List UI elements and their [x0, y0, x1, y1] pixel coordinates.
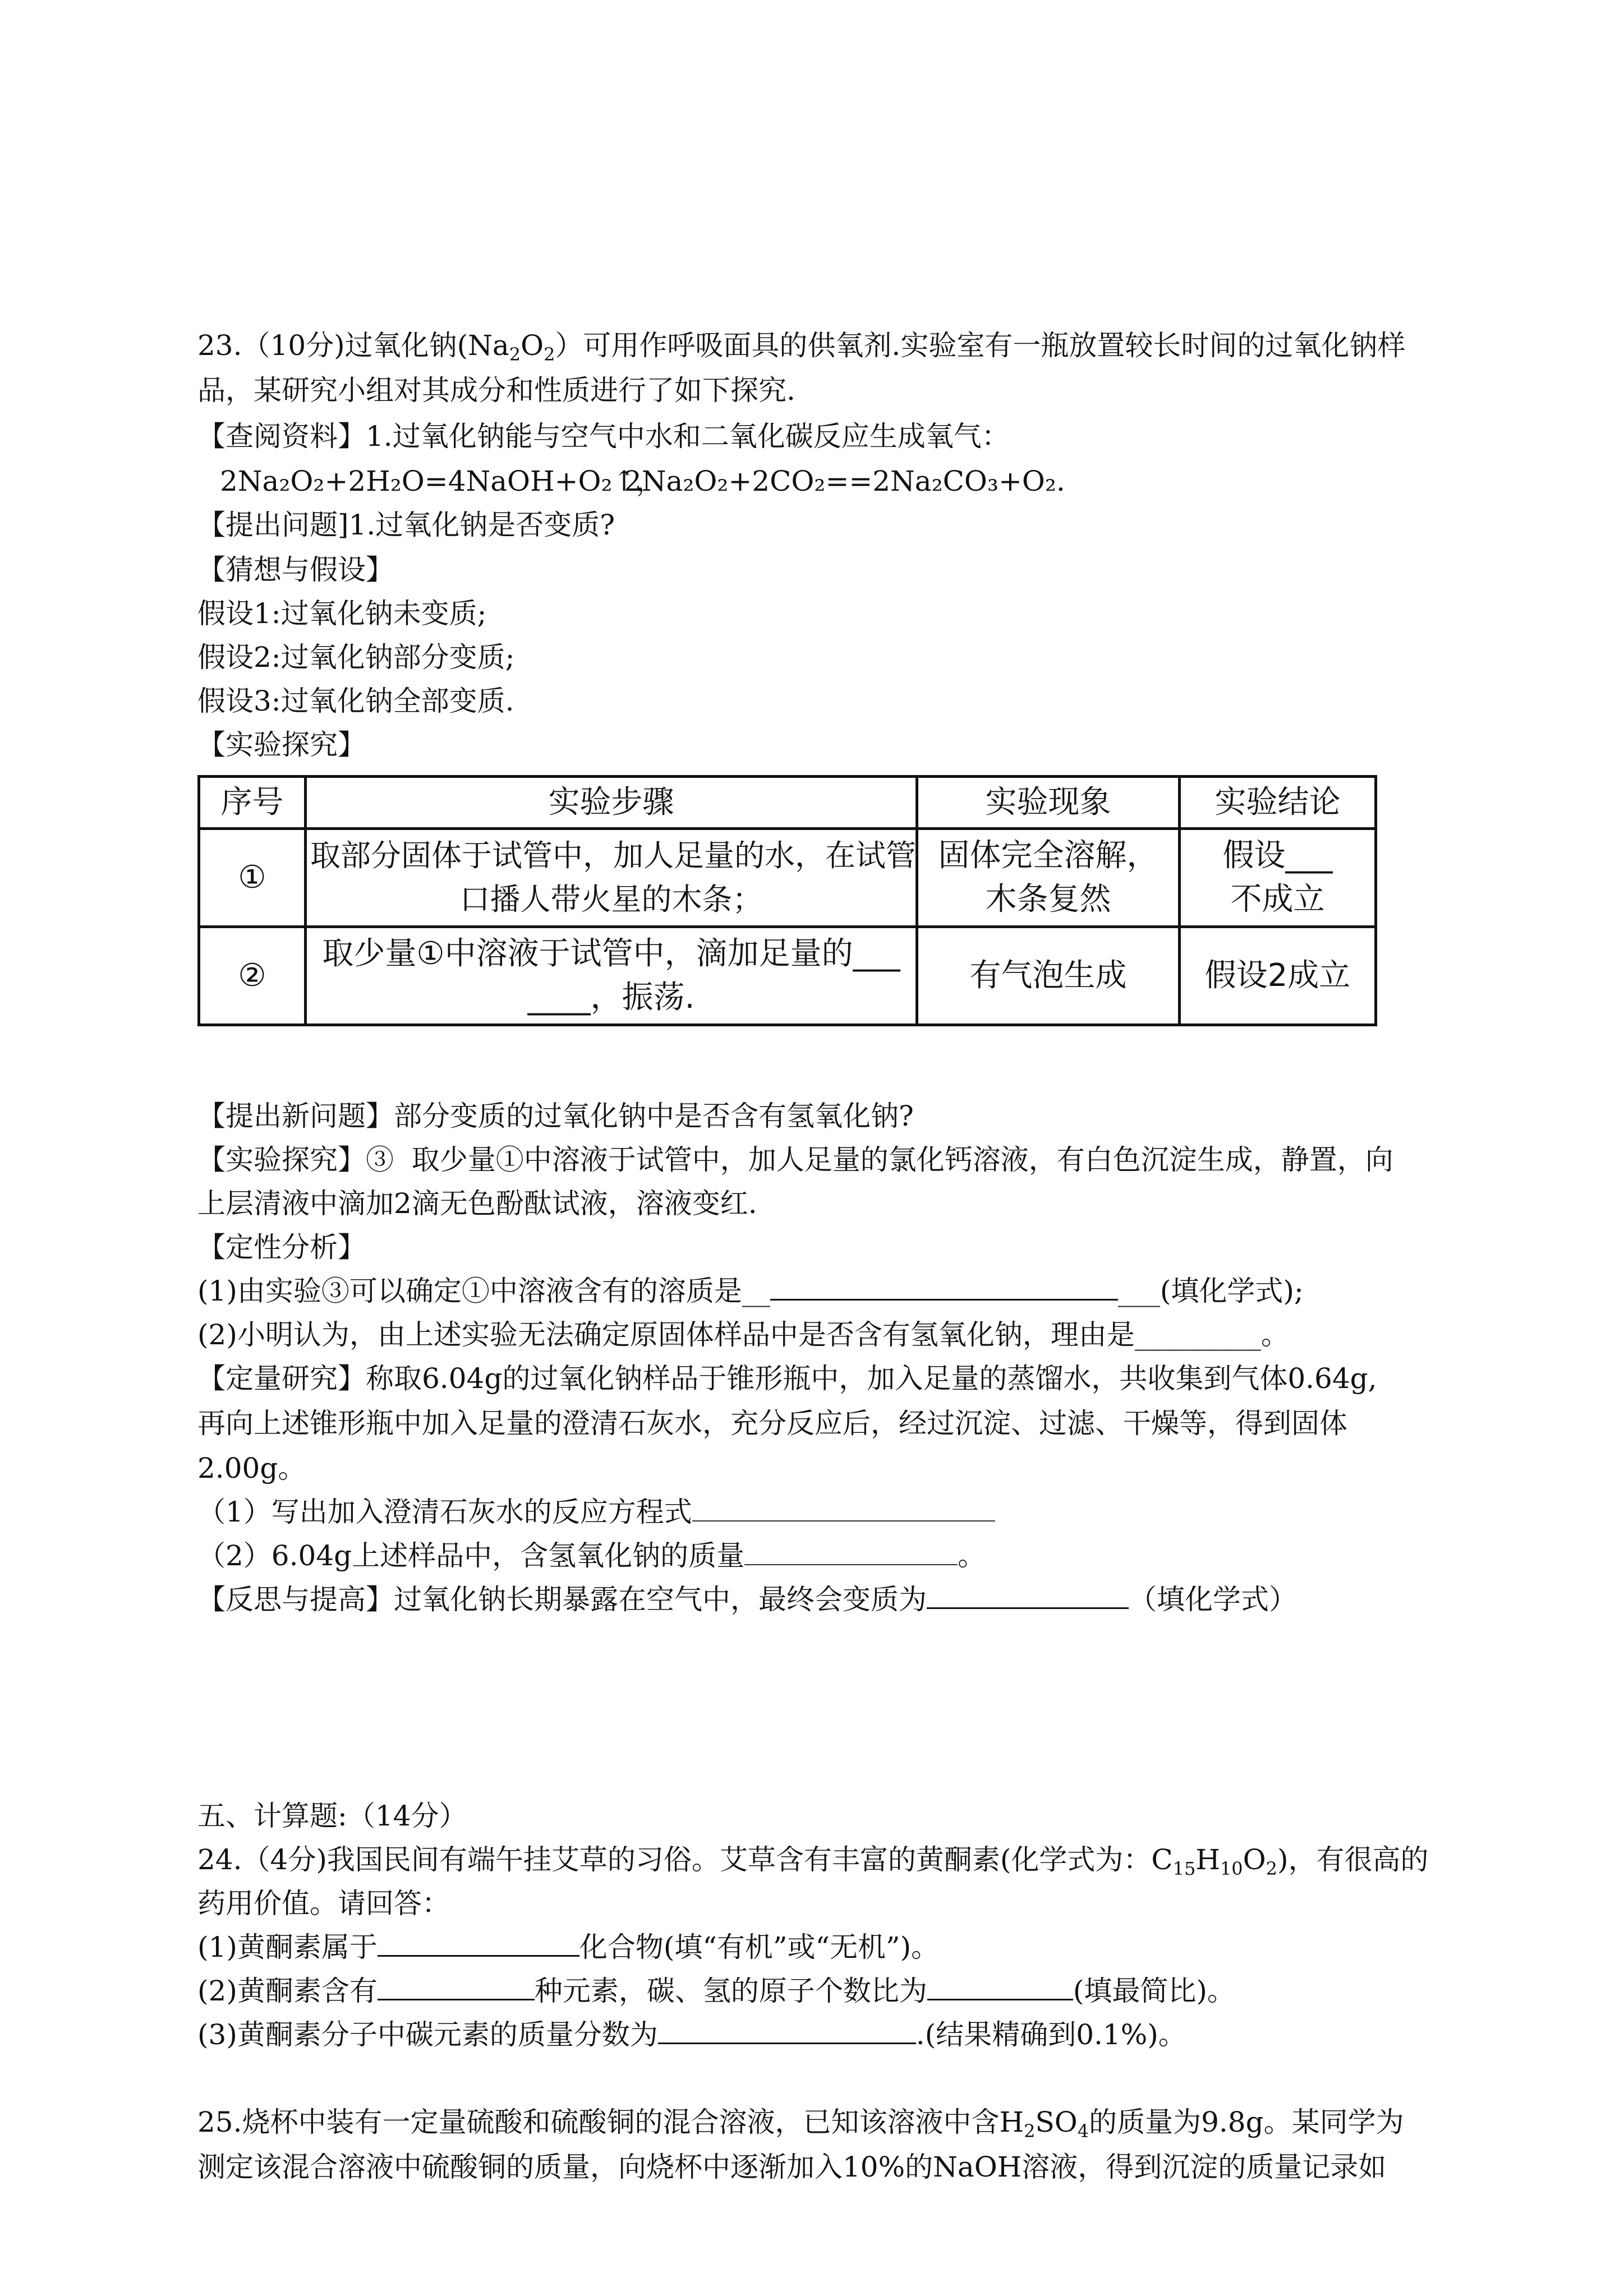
- equation-2: 2Na₂O₂+2CO₂==2Na₂CO₃+O₂.: [624, 465, 1065, 497]
- quantitative-line1: 【定量研究】称取6.04g的过氧化钠样品于锥形瓶中，加入足量的蒸馏水，共收集到气体0.64g,: [197, 1362, 1377, 1395]
- equation-1: 2Na₂O₂+2H₂O=4NaOH+O₂↑，: [220, 465, 664, 497]
- q23-intro-line1: 23.（10分)过氧化钠$(Na_2O_2)$可用作呼吸面具的供氧剂.实验室有一瓶放置较长时间的过氧化钠样: [197, 329, 1406, 365]
- new-question: 【提出新问题】部分变质的过氧化钠中是否含有氢氧化钠?: [197, 1100, 914, 1132]
- experiment-3-line1: 【实验探究】③ 取少量①中溶液于试管中，加人足量的氯化钙溶液，有白色沉淀生成，静置，向: [197, 1144, 1393, 1176]
- row1-steps: 取部分固体于试管中，加人足量的水，在试管 口播人带火星的木条；: [306, 829, 917, 927]
- header-conclusion: 实验结论: [1180, 777, 1376, 829]
- table-row: [199, 927, 1376, 1025]
- quantitative-line3: 2.00g。: [197, 1452, 306, 1484]
- quantitative-line2: 再向上述锥形瓶中加入足量的澄清石灰水，充分反应后，经过沉淀、过滤、干燥等，得到固体: [197, 1407, 1347, 1440]
- answer-blank[interactable]: [692, 1495, 995, 1522]
- hypothesis-1: 假设1:过氧化钠未变质;: [197, 597, 487, 630]
- research-section: 【查阅资料】1.过氧化钠能与空气中水和二氧化碳反应生成氧气：: [197, 420, 1010, 453]
- q24-part2: (2)黄酮素含有 种元素，碳、氢的原子个数比为 (填最简比)。: [197, 1973, 1235, 2009]
- answer-blank[interactable]: [927, 1582, 1129, 1609]
- section-5-heading: 五、计算题:（14分）: [197, 1800, 467, 1832]
- header-phenomenon: 实验现象: [917, 777, 1180, 829]
- answer-blank[interactable]: [770, 1273, 1118, 1301]
- answer-blank[interactable]: [378, 1929, 579, 1957]
- experiment-3-line2: 上层清液中滴加2滴无色酚酞试液，溶液变红.: [197, 1187, 757, 1220]
- question-heading: 【提出问题]1.过氧化钠是否变质?: [197, 509, 615, 541]
- answer-blank[interactable]: [378, 1973, 535, 2000]
- q25-line2: 测定该混合溶液中硫酸铜的质量，向烧杯中逐渐加入10%的NaOH溶液，得到沉淀的质量记录如: [197, 2151, 1387, 2183]
- q24-line1: 24.（4分)我国民间有端午挂艾草的习俗。艾草含有丰富的黄酮素(化学式为：$C_{15}H_{10}O_2$)，有很高的: [197, 1843, 1429, 1879]
- row2-number: ②: [199, 927, 306, 1025]
- q24-part3: (3)黄酮素分子中碳元素的质量分数为 .(结果精确到0.1%)。: [197, 2017, 1186, 2053]
- table-header-row: [199, 777, 1376, 829]
- q23-intro-line2: 品，某研究小组对其成分和性质进行了如下探究.: [197, 374, 795, 407]
- hypothesis-heading: 【猜想与假设】: [197, 554, 394, 586]
- quantitative-part1: （1）写出加入澄清石灰水的反应方程式: [197, 1494, 995, 1530]
- hypothesis-2: 假设2:过氧化钠部分变质;: [197, 641, 515, 674]
- answer-blank[interactable]: [744, 1538, 958, 1565]
- table-row: [199, 829, 1376, 927]
- header-steps: 实验步骤: [306, 777, 917, 829]
- answer-blank[interactable]: [658, 2017, 916, 2044]
- reflection: 【反思与提高】过氧化钠长期暴露在空气中，最终会变质为 （填化学式）: [197, 1582, 1297, 1617]
- row2-steps: 取少量①中溶液于试管中，滴加足量的___ ____，振荡.: [306, 927, 917, 1025]
- experiment-heading: 【实验探究】: [197, 729, 366, 761]
- answer-blank[interactable]: [927, 1973, 1073, 2000]
- row2-conclusion: 假设2成立: [1180, 927, 1376, 1025]
- row1-number: ①: [199, 829, 306, 927]
- qualitative-heading: 【定性分析】: [197, 1231, 366, 1264]
- qualitative-2: (2)小明认为，由上述实验无法确定原固体样品中是否含有氢氧化钠，理由是_________。: [197, 1318, 1289, 1351]
- experiment-table: [197, 775, 1377, 1026]
- q24-part1: (1)黄酮素属于 化合物(填“有机”或“无机”)。: [197, 1929, 939, 1965]
- row1-phenomenon: 固体完全溶解， 木条复然: [917, 829, 1180, 927]
- q24-line2: 药用价值。请回答：: [197, 1887, 450, 1920]
- row2-phenomenon: 有气泡生成: [917, 927, 1180, 1025]
- header-number: 序号: [199, 777, 306, 829]
- q25-line1: 25.烧杯中装有一定量硫酸和硫酸铜的混合溶液，已知该溶液中含$H_2SO_4$的质量为9.8g。某同学为: [197, 2106, 1404, 2142]
- qualitative-1: (1)由实验③可以确定①中溶液含有的溶质是__ ___(填化学式);: [197, 1273, 1304, 1309]
- quantitative-part2: （2）6.04g上述样品中，含氢氧化钠的质量 。: [197, 1539, 986, 1572]
- hypothesis-3: 假设3:过氧化钠全部变质.: [197, 685, 514, 717]
- row1-conclusion: 假设___ 不成立: [1180, 829, 1376, 927]
